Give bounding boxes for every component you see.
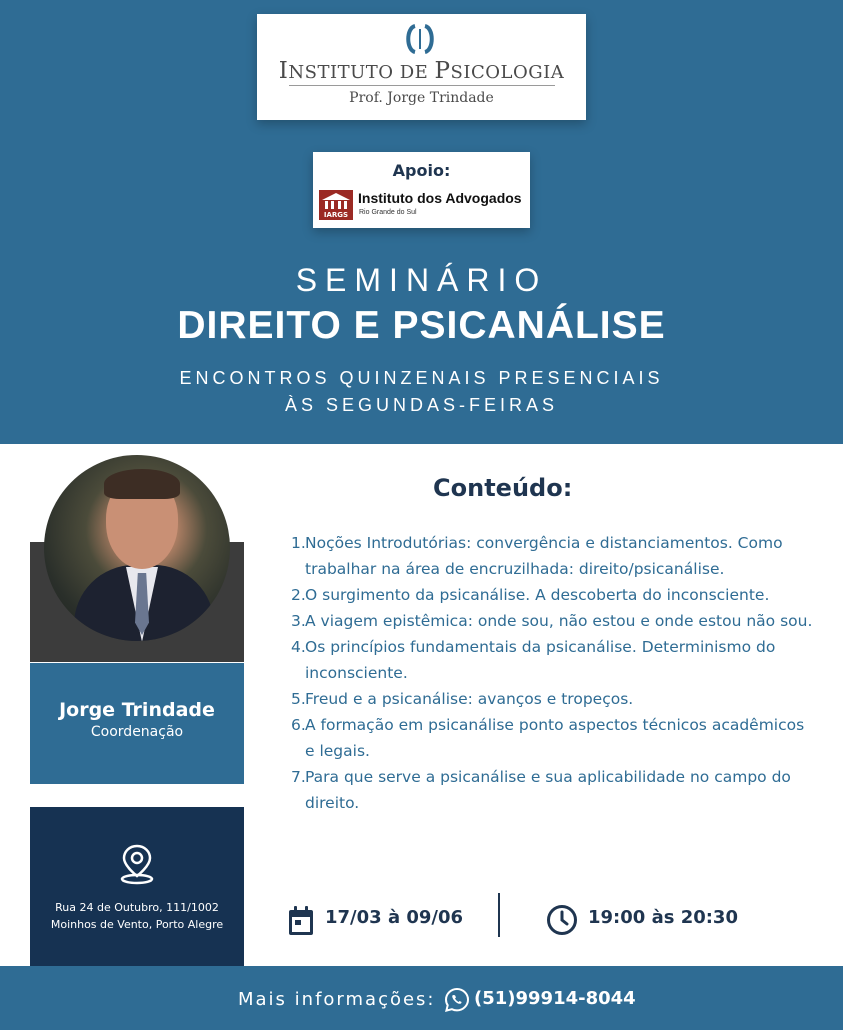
list-item-number: 2. [291, 586, 306, 604]
clock-icon [546, 904, 578, 936]
institute-name-part2: SICOLOGIA [450, 62, 565, 83]
institute-name [257, 58, 586, 84]
calendar-icon [287, 905, 315, 937]
list-item [285, 608, 815, 634]
header-banner [0, 0, 843, 444]
schedule-date: 17/03 à 09/06 [325, 907, 464, 928]
photo-hair [104, 469, 180, 499]
list-item-number: 7. [291, 768, 306, 786]
list-item-text: O surgimento da psicanálise. A descoberta do inconsciente. [305, 586, 770, 604]
seminar-subtitle-line2: ÀS SEGUNDAS-FEIRAS [284, 395, 559, 415]
iargs-badge-text: IARGS [323, 211, 349, 219]
schedule-time: 19:00 às 20:30 [588, 907, 738, 928]
institute-subtitle: Prof. Jorge Trindade [349, 90, 494, 106]
list-item [285, 686, 815, 712]
sponsor-card [313, 152, 530, 228]
address-card [30, 807, 244, 977]
institute-logo-icon [403, 23, 437, 55]
list-item [285, 712, 815, 764]
footer-info-label: Mais informações: [238, 989, 436, 1010]
coordinator-card [30, 663, 244, 784]
list-item-number: 5. [291, 690, 306, 708]
contact-phone[interactable]: (51)99914-8044 [474, 988, 636, 1009]
list-item-text: A formação em psicanálise ponto aspectos técnicos acadêmicos e legais. [305, 716, 805, 760]
list-item-number: 1. [291, 534, 306, 552]
list-item-number: 6. [291, 716, 306, 734]
address-line1: Rua 24 de Outubro, 111/1002 [55, 901, 219, 914]
sponsor-name: Instituto dos Advogados [358, 190, 522, 206]
sponsor-subtitle: Rio Grande do Sul [359, 209, 417, 216]
address-line2: Moinhos de Vento, Porto Alegre [50, 918, 224, 931]
list-item-text: Freud e a psicanálise: avanços e tropeços. [305, 690, 634, 708]
schedule-divider [498, 893, 500, 937]
list-item-number: 3. [291, 612, 306, 630]
list-item [285, 530, 815, 582]
sponsor-label: Apoio: [392, 161, 451, 180]
content-title: Conteúdo: [433, 474, 573, 502]
content-list [285, 530, 815, 816]
institute-name-cap2: P [434, 58, 451, 84]
seminar-subtitle-line1: ENCONTROS QUINZENAIS PRESENCIAIS [179, 368, 664, 388]
seminar-title: DIREITO E PSICANÁLISE [177, 304, 666, 347]
list-item-text: Noções Introdutórias: convergência e distanciamentos. Como trabalhar na área de encruzilhada: direito/psicanálise. [305, 534, 783, 578]
institute-logo-card [257, 14, 586, 120]
list-item-text: Para que serve a psicanálise e sua aplicabilidade no campo do direito. [305, 768, 791, 812]
list-item-text: Os princípios fundamentais da psicanálise. Determinismo do inconsciente. [305, 638, 776, 682]
footer-bar [0, 966, 843, 1030]
coordinator-name: Jorge Trindade [59, 699, 215, 721]
coordinator-photo [44, 455, 230, 641]
list-item [285, 764, 815, 816]
coordinator-role: Coordenação [90, 724, 184, 740]
list-item [285, 634, 815, 686]
seminar-label: SEMINÁRIO [295, 262, 548, 298]
list-item [285, 582, 815, 608]
location-pin-icon [118, 843, 156, 885]
list-item-number: 4. [291, 638, 306, 656]
institute-name-cap1: I [278, 58, 289, 84]
list-item-text: A viagem epistêmica: onde sou, não estou e onde estou não sou. [305, 612, 813, 630]
whatsapp-icon[interactable] [444, 987, 470, 1013]
institute-name-part1: NSTITUTO DE [288, 62, 435, 83]
iargs-logo [319, 190, 353, 220]
logo-divider [289, 85, 555, 86]
